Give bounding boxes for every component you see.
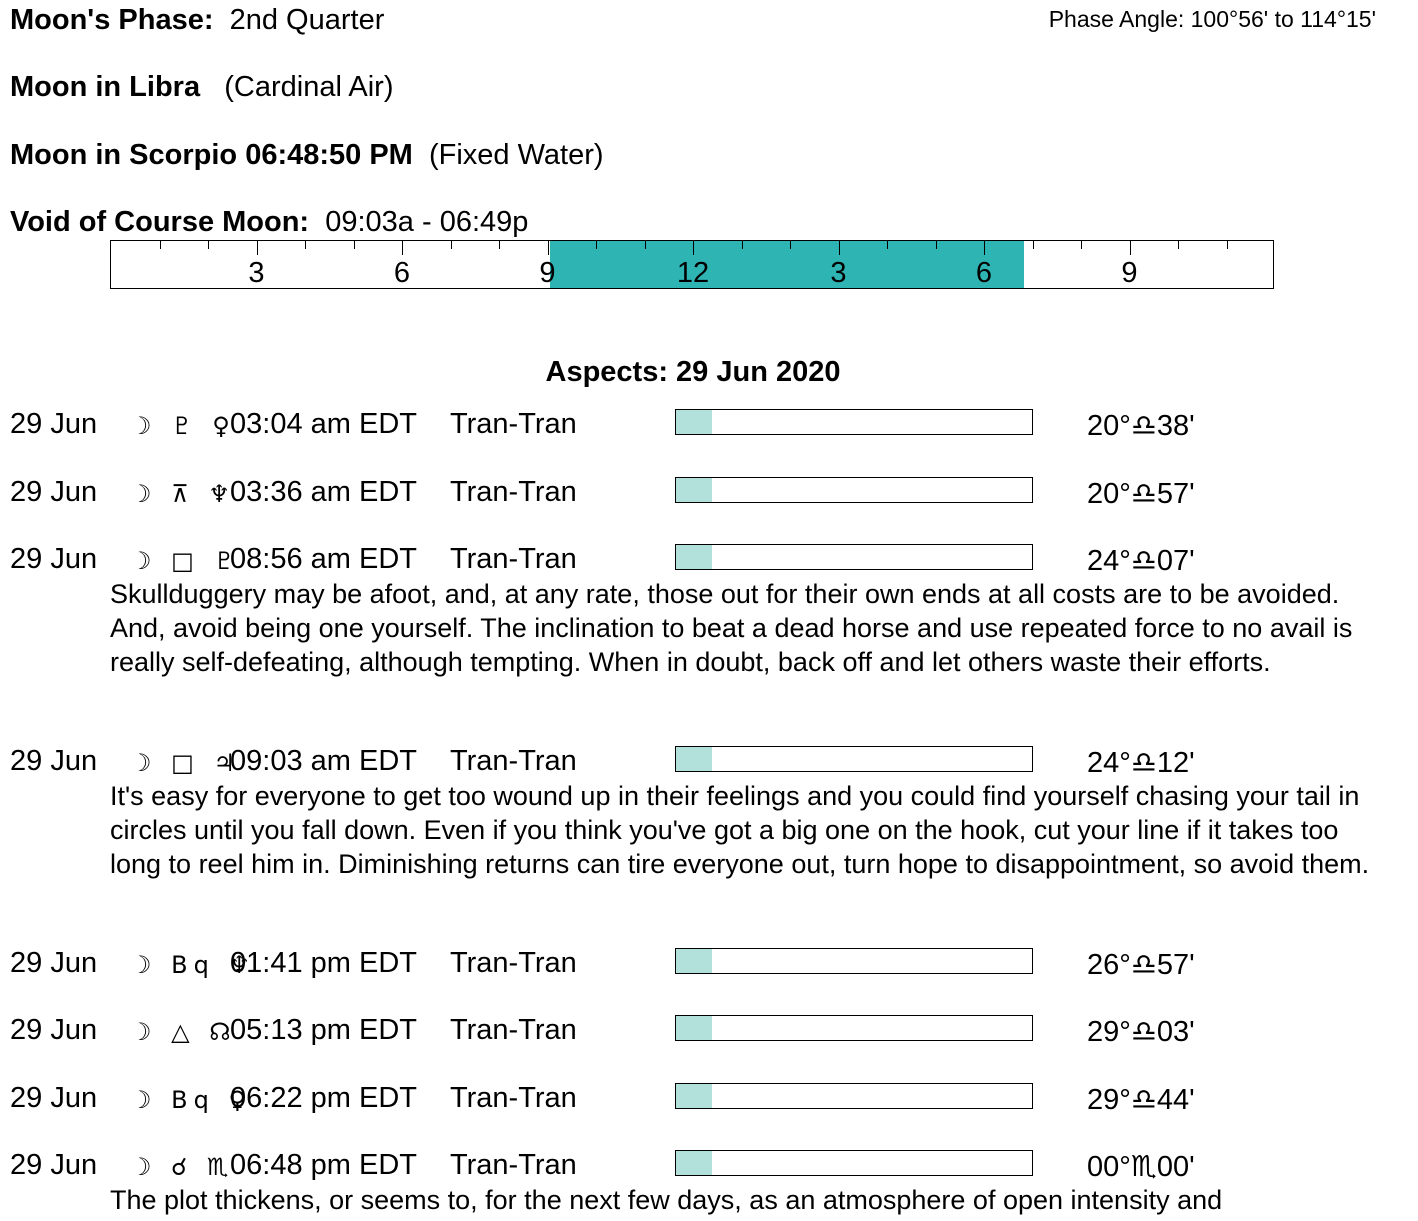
timeline-tick bbox=[160, 241, 161, 249]
aspect-position: 00°♏00' bbox=[1087, 1151, 1195, 1183]
moon-phase-line bbox=[10, 4, 384, 37]
aspect-kind: Tran-Tran bbox=[450, 1014, 577, 1046]
aspect-glyphs: ☽ □ ♇ bbox=[130, 547, 241, 575]
moon-sign-label: Moon in Libra bbox=[10, 71, 201, 103]
timeline-tick bbox=[1033, 241, 1034, 249]
aspect-position: 24°♎12' bbox=[1087, 747, 1195, 779]
aspect-strength-bar bbox=[675, 1150, 1033, 1176]
moon-ingress-label: Moon in Scorpio 06:48:50 PM bbox=[10, 139, 413, 171]
aspect-row bbox=[10, 947, 1410, 987]
aspect-time: 05:13 pm EDT bbox=[230, 1014, 417, 1046]
aspect-row bbox=[10, 408, 1410, 448]
timeline-tick bbox=[936, 241, 937, 249]
aspect-glyphs: ☽ □ ♃ bbox=[130, 749, 241, 777]
aspect-position: 24°♎07' bbox=[1087, 545, 1195, 577]
aspect-time: 03:04 am EDT bbox=[230, 408, 417, 440]
aspect-date: 29 Jun bbox=[10, 476, 98, 508]
aspects-title: Aspects: 29 Jun 2020 bbox=[545, 356, 841, 388]
aspect-time: 06:48 pm EDT bbox=[230, 1149, 417, 1181]
aspect-description: The plot thickens, or seems to, for the next few days, as an atmosphere of open intensity and bbox=[110, 1185, 1223, 1215]
voc-timeline bbox=[110, 240, 1274, 289]
timeline-tick bbox=[693, 241, 694, 255]
aspect-glyphs: ☽ Bq ♀ bbox=[130, 1086, 253, 1114]
aspect-strength-bar bbox=[675, 1015, 1033, 1041]
aspect-date: 29 Jun bbox=[10, 408, 98, 440]
moon-phase-label: Moon's Phase: bbox=[10, 4, 214, 36]
aspect-kind: Tran-Tran bbox=[450, 1082, 577, 1114]
timeline-tick bbox=[742, 241, 743, 249]
aspect-date: 29 Jun bbox=[10, 1149, 98, 1181]
timeline-tick bbox=[354, 241, 355, 249]
aspect-kind: Tran-Tran bbox=[450, 543, 577, 575]
aspect-time: 01:41 pm EDT bbox=[230, 947, 417, 979]
aspect-strength-fill bbox=[676, 1016, 712, 1040]
timeline-label: 9 bbox=[539, 257, 556, 289]
aspect-glyphs: ☽ Bq ♆ bbox=[130, 951, 256, 979]
timeline-tick bbox=[984, 241, 985, 255]
timeline-label: 6 bbox=[393, 257, 411, 289]
aspect-row bbox=[10, 476, 1410, 516]
timeline-label: 3 bbox=[248, 257, 265, 289]
timeline-tick bbox=[208, 241, 209, 249]
aspect-date: 29 Jun bbox=[10, 745, 98, 777]
aspect-kind: Tran-Tran bbox=[450, 1149, 577, 1181]
timeline-tick bbox=[499, 241, 500, 249]
moon-ingress-line bbox=[10, 139, 604, 172]
aspect-description: It's easy for everyone to get too wound up in their feelings and you could find yourself chasing your tail in circles until you fall down. Even if you think you've got a big one on the hook, cut your line if it takes too long to reel him in. Diminishing returns can tire everyone out, turn hope to disappointment, so avoid them. bbox=[110, 781, 1370, 879]
aspect-date: 29 Jun bbox=[10, 1014, 98, 1046]
aspect-kind: Tran-Tran bbox=[450, 745, 577, 777]
aspect-strength-bar bbox=[675, 544, 1033, 570]
timeline-tick bbox=[1178, 241, 1179, 249]
voc-value: 09:03a - 06:49p bbox=[325, 206, 529, 238]
aspect-strength-fill bbox=[676, 949, 712, 973]
aspect-time: 06:22 pm EDT bbox=[230, 1082, 417, 1114]
aspect-position: 29°♎44' bbox=[1087, 1084, 1195, 1116]
timeline-tick bbox=[596, 241, 597, 249]
aspect-time: 08:56 am EDT bbox=[230, 543, 417, 575]
aspect-strength-bar bbox=[675, 477, 1033, 503]
timeline-label: 6 bbox=[975, 257, 993, 289]
aspect-kind: Tran-Tran bbox=[450, 947, 577, 979]
timeline-tick bbox=[790, 241, 791, 249]
aspect-position: 26°♎57' bbox=[1087, 949, 1195, 981]
aspect-strength-fill bbox=[676, 1084, 712, 1108]
aspect-strength-fill bbox=[676, 545, 712, 569]
aspect-position: 20°♎57' bbox=[1087, 478, 1195, 510]
aspect-description: Skullduggery may be afoot, and, at any rate, those out for their own ends at all costs are to be avoided. And, avoid being one yourself. The inclination to beat a dead horse and use repeated force to no avail is really self-defeating, although tempting. When in doubt, back off and let others waste their efforts. bbox=[110, 579, 1353, 677]
voc-band bbox=[550, 241, 1024, 288]
moon-sign-note: (Cardinal Air) bbox=[224, 71, 394, 103]
timeline-tick bbox=[305, 241, 306, 249]
timeline-tick bbox=[645, 241, 646, 249]
aspect-position: 29°♎03' bbox=[1087, 1016, 1195, 1048]
voc-label: Void of Course Moon: bbox=[10, 206, 310, 238]
aspect-strength-bar bbox=[675, 746, 1033, 772]
aspect-date: 29 Jun bbox=[10, 543, 98, 575]
timeline-tick bbox=[1227, 241, 1228, 249]
timeline-tick bbox=[1130, 241, 1131, 255]
timeline-label: 3 bbox=[830, 257, 847, 289]
moon-ingress-note: (Fixed Water) bbox=[428, 139, 604, 171]
timeline-tick bbox=[402, 241, 403, 255]
aspect-kind: Tran-Tran bbox=[450, 476, 577, 508]
void-of-course-line bbox=[10, 206, 528, 239]
timeline-label: 9 bbox=[1121, 257, 1138, 289]
aspect-time: 09:03 am EDT bbox=[230, 745, 417, 777]
aspect-strength-bar bbox=[675, 948, 1033, 974]
aspect-strength-bar bbox=[675, 1083, 1033, 1109]
aspect-time: 03:36 am EDT bbox=[230, 476, 417, 508]
aspect-strength-bar bbox=[675, 409, 1033, 435]
timeline-tick bbox=[1081, 241, 1082, 249]
aspect-date: 29 Jun bbox=[10, 1082, 98, 1114]
aspect-glyphs: ☽ △ ☊ bbox=[130, 1018, 237, 1046]
aspect-glyphs: ☽ ☌ ♏ bbox=[130, 1153, 235, 1181]
aspect-position: 20°♎38' bbox=[1087, 410, 1195, 442]
timeline-tick bbox=[839, 241, 840, 255]
moon-sign-line bbox=[10, 71, 393, 104]
aspect-row bbox=[10, 1014, 1410, 1054]
aspect-strength-fill bbox=[676, 1151, 712, 1175]
phase-angle: Phase Angle: 100°56' to 114°15' bbox=[1048, 6, 1376, 32]
aspect-kind: Tran-Tran bbox=[450, 408, 577, 440]
timeline-tick bbox=[548, 241, 549, 255]
aspect-strength-fill bbox=[676, 410, 712, 434]
timeline-tick bbox=[887, 241, 888, 249]
aspect-row bbox=[10, 1082, 1410, 1122]
moon-phase-value: 2nd Quarter bbox=[229, 4, 385, 36]
aspect-strength-fill bbox=[676, 747, 712, 771]
timeline-tick bbox=[451, 241, 452, 249]
aspect-strength-fill bbox=[676, 478, 712, 502]
aspect-date: 29 Jun bbox=[10, 947, 98, 979]
timeline-label: 12 bbox=[676, 257, 710, 289]
aspect-glyphs: ☽ ⊼ ♆ bbox=[130, 480, 236, 508]
aspect-glyphs: ☽ ♇ ♀ bbox=[130, 412, 236, 440]
timeline-tick bbox=[257, 241, 258, 255]
